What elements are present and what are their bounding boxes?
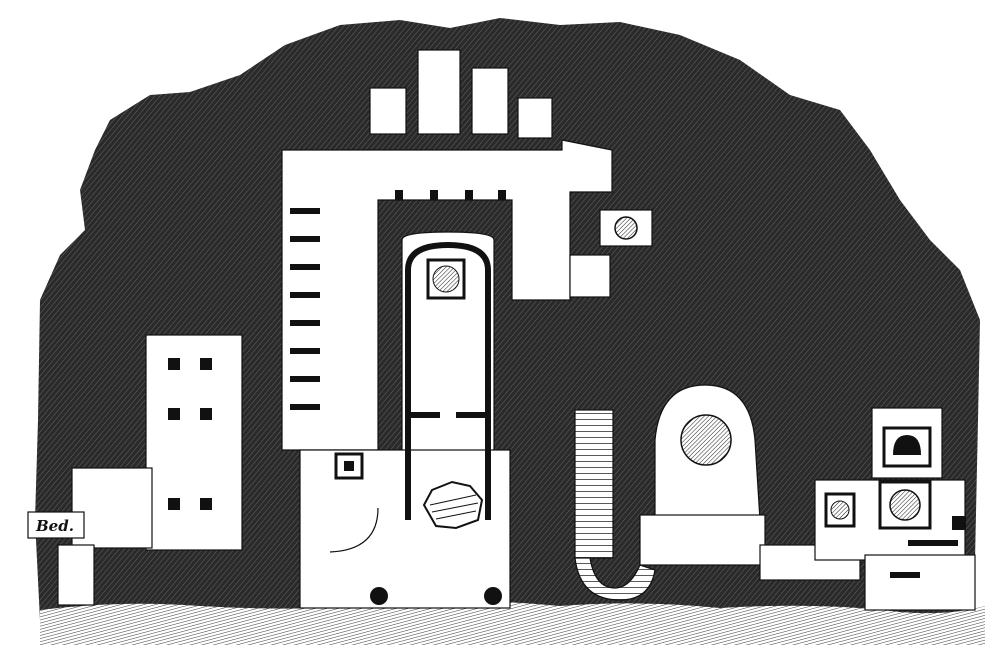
- top-chamber-4: [518, 98, 552, 138]
- east-room-upper: [570, 255, 610, 297]
- far-west-room: [58, 545, 94, 605]
- pillar: [200, 358, 212, 370]
- pillar: [395, 190, 403, 200]
- pillar: [168, 408, 180, 420]
- pillar: [290, 236, 320, 242]
- pillar: [200, 498, 212, 510]
- pillar: [290, 404, 320, 410]
- fallen-rock: [424, 482, 482, 528]
- east-cell-stupa: [831, 501, 849, 519]
- pillar: [290, 320, 320, 326]
- east-shrine-stupa: [615, 217, 637, 239]
- pillar: [290, 208, 320, 214]
- top-chamber-3: [472, 68, 508, 134]
- west-hall: [146, 335, 242, 550]
- pillar: [430, 190, 438, 200]
- bed-label: Bed.: [36, 517, 74, 535]
- pillar: [200, 408, 212, 420]
- pillar: [498, 190, 506, 200]
- pillar: [290, 348, 320, 354]
- top-chamber-1: [370, 88, 406, 134]
- domed-annex: [640, 515, 765, 565]
- pillar: [456, 412, 486, 418]
- small-cell-core: [952, 516, 966, 530]
- pillar: [465, 190, 473, 200]
- east-block-stupa: [890, 490, 920, 520]
- gallery-shrine-core: [344, 461, 354, 471]
- pillar: [890, 572, 920, 578]
- column-base-right: [484, 587, 502, 605]
- dome-stupa: [681, 415, 731, 465]
- pillar: [908, 540, 958, 546]
- pillar: [168, 498, 180, 510]
- column-base-left: [370, 587, 388, 605]
- ground-line: [40, 601, 985, 645]
- hall-shrine-stupa: [433, 266, 459, 292]
- pillar: [290, 376, 320, 382]
- pillar: [290, 264, 320, 270]
- top-chamber-2: [418, 50, 460, 134]
- pillar: [168, 358, 180, 370]
- south-east-room: [865, 555, 975, 610]
- pillar: [410, 412, 440, 418]
- stairway: [575, 410, 613, 558]
- pillar: [290, 292, 320, 298]
